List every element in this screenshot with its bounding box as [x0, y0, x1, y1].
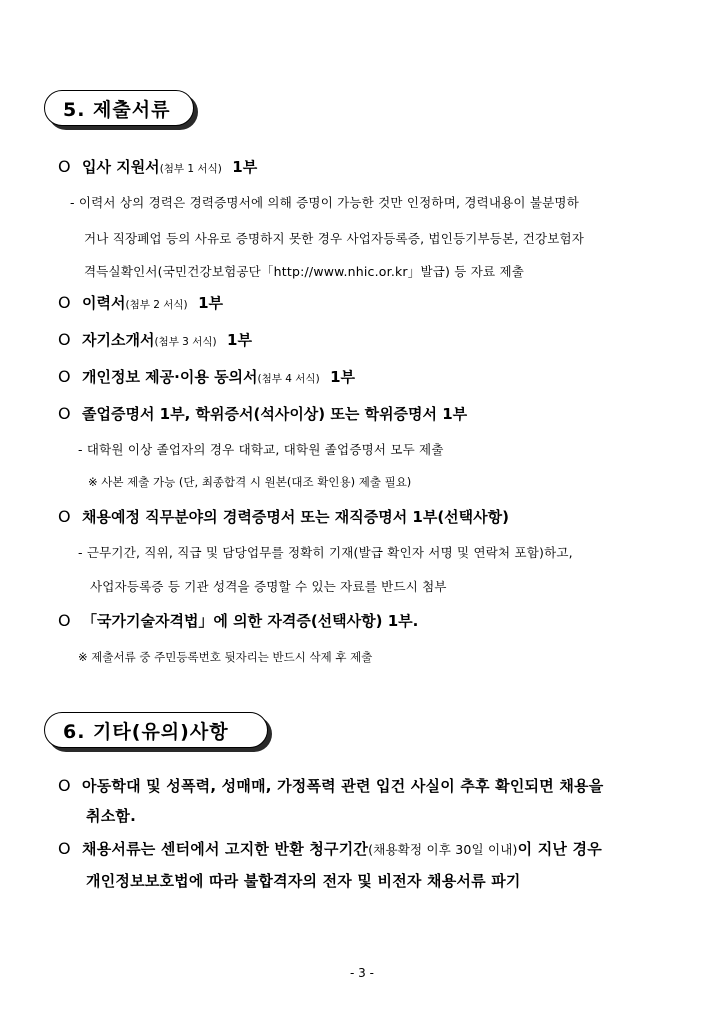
notice-text: 이 지난 경우 — [517, 840, 602, 858]
notice-item-2-continuation: 개인정보보호법에 따라 불합격자의 전자 및 비전자 채용서류 파기 — [86, 872, 521, 890]
item-title: 이력서 — [82, 294, 126, 312]
continuation-line: 격득실확인서(국민건강보험공단「http://www.nhic.or.kr」발급) 등 자료 제출 — [84, 264, 524, 279]
item-form-ref: (첨부 4 서식) — [257, 373, 320, 385]
item-count: 1부 — [232, 158, 258, 176]
bullet-marker: O — [58, 157, 71, 176]
item-count: 1부 — [198, 294, 223, 312]
item-self-introduction — [58, 329, 252, 350]
dash-line: - 이력서 상의 경력은 경력증명서에 의해 증명이 가능한 것만 인정하며, 경력내용이 불분명하 — [70, 195, 579, 210]
notice-item-1 — [58, 775, 603, 796]
bullet-marker: O — [58, 776, 71, 795]
notice-item-1-continuation: 취소함. — [86, 807, 136, 825]
item-title: 개인정보 제공·이용 동의서 — [82, 368, 258, 386]
notice-item-2 — [58, 838, 602, 859]
dash-line: - 근무기간, 직위, 직급 및 담당업무를 정확히 기재(발급 확인자 서명 및 연락처 포함)하고, — [78, 545, 573, 560]
note-line: ※ 사본 제출 가능 (단, 최종합격 시 원본(대조 확인용) 제출 필요) — [88, 475, 412, 489]
item-license — [58, 610, 418, 631]
section-5-title: 5. 제출서류 — [44, 90, 194, 126]
bullet-marker: O — [58, 330, 71, 349]
item-form-ref: (첨부 2 서식) — [125, 299, 188, 311]
item-count: 1부 — [227, 331, 252, 349]
item-title: 자기소개서 — [82, 331, 155, 349]
item-application-form — [58, 156, 257, 177]
bullet-marker: O — [58, 839, 71, 858]
page-number: - 3 - — [350, 966, 374, 980]
notice-text: 채용서류는 센터에서 고지한 반환 청구기간 — [82, 840, 369, 858]
section-5-header — [44, 90, 194, 126]
note-line: ※ 제출서류 중 주민등록번호 뒷자리는 반드시 삭제 후 제출 — [78, 650, 373, 664]
bullet-marker: O — [58, 611, 71, 630]
notice-parenthetical: (채용확정 이후 30일 이내) — [368, 842, 518, 857]
bullet-marker: O — [58, 507, 71, 526]
item-title: 졸업증명서 1부, 학위증서(석사이상) 또는 학위증명서 1부 — [82, 405, 468, 423]
notice-text: 아동학대 및 성폭력, 성매매, 가정폭력 관련 입건 사실이 추후 확인되면 채용을 — [82, 777, 604, 795]
continuation-line: 거나 직장폐업 등의 사유로 증명하지 못한 경우 사업자등록증, 법인등기부등본, 건강보험자 — [84, 231, 585, 246]
item-title: 입사 지원서 — [82, 158, 160, 176]
continuation-line: 사업자등록증 등 기관 성격을 증명할 수 있는 자료를 반드시 첨부 — [90, 579, 447, 594]
item-privacy-consent — [58, 366, 355, 387]
dash-line: - 대학원 이상 졸업자의 경우 대학교, 대학원 졸업증명서 모두 제출 — [78, 442, 444, 457]
item-title: 「국가기술자격법」에 의한 자격증(선택사항) 1부. — [82, 612, 419, 630]
bullet-marker: O — [58, 293, 71, 312]
item-title: 채용예정 직무분야의 경력증명서 또는 재직증명서 1부(선택사항) — [82, 508, 510, 526]
item-graduation-certificate — [58, 403, 467, 424]
section-6-header — [44, 712, 268, 748]
section-6-title: 6. 기타(유의)사항 — [44, 712, 268, 748]
item-form-ref: (첨부 1 서식) — [159, 163, 222, 175]
bullet-marker: O — [58, 404, 71, 423]
item-resume — [58, 292, 223, 313]
item-career-certificate — [58, 506, 509, 527]
bullet-marker: O — [58, 367, 71, 386]
item-form-ref: (첨부 3 서식) — [154, 336, 217, 348]
item-count: 1부 — [330, 368, 356, 386]
